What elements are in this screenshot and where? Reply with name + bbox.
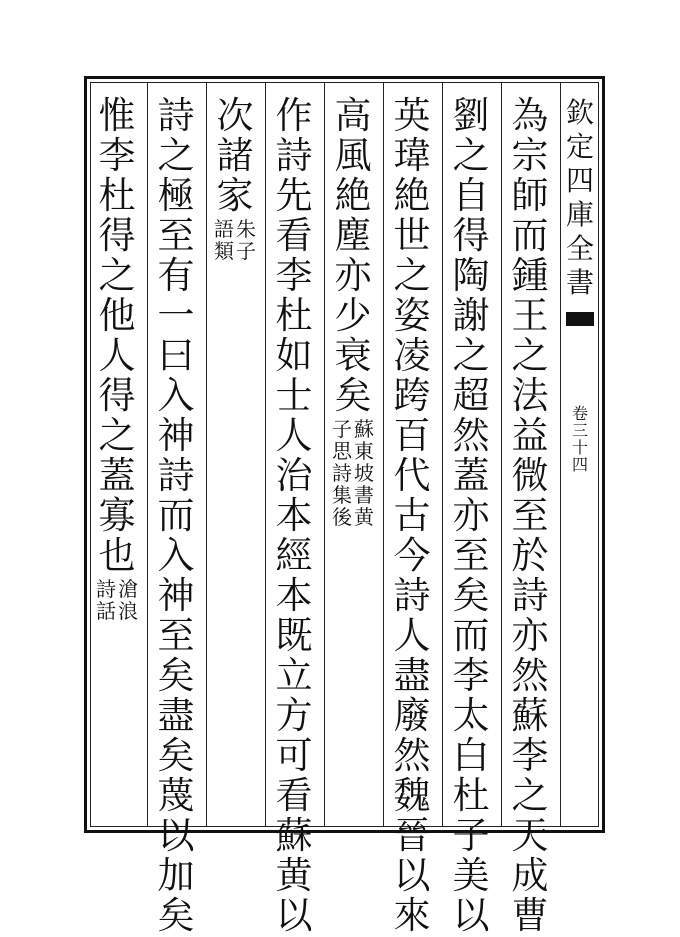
text-char: 李 (98, 134, 136, 177)
text-char: 蘇 (275, 814, 313, 857)
text-char: 天 (511, 814, 549, 857)
text-char: 家 (216, 174, 254, 217)
text-char: 作 (275, 94, 313, 137)
margin-char: 書 (566, 266, 595, 299)
text-char: 而 (452, 614, 490, 657)
source-annotation (96, 578, 138, 622)
margin-char: 四 (571, 455, 588, 474)
text-char: 古 (393, 494, 431, 537)
annotation-line: 詩 話 (96, 577, 116, 623)
text-char: 少 (334, 294, 372, 337)
margin-char: 十 (571, 438, 588, 457)
margin-char: 庫 (566, 198, 595, 231)
text-char: 之 (452, 334, 490, 377)
text-char: 人 (275, 414, 313, 457)
text-char: 白 (452, 734, 490, 777)
margin-char: 四 (566, 164, 595, 197)
text-char: 超 (452, 374, 490, 417)
text-char: 亦 (511, 614, 549, 657)
text-char: 李 (452, 654, 490, 697)
text-char: 寡 (98, 494, 136, 537)
text-char: 得 (452, 214, 490, 257)
margin-char: 三 (571, 421, 588, 440)
text-char: 宗 (511, 134, 549, 177)
text-char: 先 (275, 174, 313, 217)
text-char: 杜 (275, 294, 313, 337)
text-char: 絶 (393, 174, 431, 217)
text-char: 李 (275, 254, 313, 297)
text-char: 之 (393, 254, 431, 297)
text-char: 之 (98, 414, 136, 457)
text-char: 既 (275, 614, 313, 657)
text-char: 以 (157, 814, 195, 857)
text-char: 至 (511, 494, 549, 537)
text-char: 今 (393, 534, 431, 577)
text-char: 入 (157, 534, 195, 577)
margin-char: 欽 (566, 96, 595, 129)
text-column (327, 96, 379, 528)
text-char: 詩 (511, 574, 549, 617)
text-char: 一 (157, 294, 195, 337)
text-char: 亦 (334, 254, 372, 297)
text-char: 詩 (275, 134, 313, 177)
text-char: 絶 (334, 174, 372, 217)
text-char: 太 (452, 694, 490, 737)
text-char: 成 (511, 854, 549, 897)
text-char: 劉 (452, 94, 490, 137)
text-char: 詩 (393, 574, 431, 617)
text-char: 蓋 (98, 454, 136, 497)
juan-number (569, 405, 591, 473)
column-rule (442, 82, 443, 827)
text-char: 他 (98, 294, 136, 337)
margin-char: 定 (566, 130, 595, 163)
text-char: 益 (511, 414, 549, 457)
text-char: 師 (511, 174, 549, 217)
text-char: 來 (393, 894, 431, 937)
text-char: 百 (393, 414, 431, 457)
text-char: 陶 (452, 254, 490, 297)
column-rule (147, 82, 148, 827)
text-char: 姿 (393, 294, 431, 337)
text-char: 子 (452, 814, 490, 857)
text-char: 以 (393, 854, 431, 897)
text-column (445, 96, 497, 936)
source-annotation (332, 418, 374, 528)
text-char: 本 (275, 574, 313, 617)
annotation-line: 蘇 東 坡 書 黄 (354, 417, 374, 529)
text-char: 衰 (334, 334, 372, 377)
text-char: 代 (393, 454, 431, 497)
text-char: 之 (511, 334, 549, 377)
text-char: 方 (275, 694, 313, 737)
text-char: 之 (511, 774, 549, 817)
text-char: 得 (98, 374, 136, 417)
text-char: 英 (393, 94, 431, 137)
text-char: 謝 (452, 294, 490, 337)
text-char: 高 (334, 94, 372, 137)
text-char: 有 (157, 254, 195, 297)
text-char: 人 (98, 334, 136, 377)
text-char: 然 (393, 734, 431, 777)
text-char: 惟 (98, 94, 136, 137)
text-char: 得 (98, 214, 136, 257)
text-char: 廢 (393, 694, 431, 737)
text-char: 李 (511, 734, 549, 777)
text-char: 諸 (216, 134, 254, 177)
column-rule (265, 82, 266, 827)
text-char: 之 (157, 134, 195, 177)
text-char: 然 (511, 654, 549, 697)
text-char: 凌 (393, 334, 431, 377)
text-char: 神 (157, 574, 195, 617)
text-char: 看 (275, 214, 313, 257)
text-char: 矣 (157, 654, 195, 697)
column-rule (501, 82, 502, 827)
text-char: 法 (511, 374, 549, 417)
text-char: 杜 (452, 774, 490, 817)
text-char: 塵 (334, 214, 372, 257)
text-char: 矣 (157, 734, 195, 777)
text-char: 鍾 (511, 254, 549, 297)
text-char: 微 (511, 454, 549, 497)
text-char: 詩 (157, 94, 195, 137)
text-char: 之 (452, 134, 490, 177)
text-char: 至 (157, 614, 195, 657)
text-char: 於 (511, 534, 549, 577)
text-char: 蓋 (452, 454, 490, 497)
column-rule (383, 82, 384, 827)
text-char: 以 (275, 894, 313, 937)
text-char: 亦 (452, 494, 490, 537)
margin-char: 卷 (571, 404, 588, 423)
text-char: 以 (452, 894, 490, 937)
text-char: 瑋 (393, 134, 431, 177)
text-char: 曹 (511, 894, 549, 937)
text-char: 士 (275, 374, 313, 417)
margin-char: 全 (566, 232, 595, 265)
text-char: 蔑 (157, 774, 195, 817)
annotation-line: 朱 子 (236, 217, 256, 263)
text-char: 至 (452, 534, 490, 577)
text-char: 盡 (157, 694, 195, 737)
text-char: 而 (157, 494, 195, 537)
text-char: 晉 (393, 814, 431, 857)
text-char: 黄 (275, 854, 313, 897)
text-column (91, 96, 143, 622)
text-char: 美 (452, 854, 490, 897)
text-char: 也 (98, 534, 136, 577)
text-char: 人 (393, 614, 431, 657)
text-char: 為 (511, 94, 549, 137)
text-column (386, 96, 438, 936)
text-char: 次 (216, 94, 254, 137)
column-rule (206, 82, 207, 827)
text-char: 風 (334, 134, 372, 177)
text-char: 王 (511, 294, 549, 337)
text-char: 可 (275, 734, 313, 777)
text-column (268, 96, 320, 936)
text-char: 立 (275, 654, 313, 697)
text-column (150, 96, 202, 936)
fish-tail-mark (566, 312, 594, 326)
text-char: 入 (157, 374, 195, 417)
text-char: 之 (98, 254, 136, 297)
text-column (209, 96, 261, 262)
text-char: 治 (275, 454, 313, 497)
annotation-line: 語 類 (214, 217, 234, 263)
text-char: 跨 (393, 374, 431, 417)
annotation-line: 滄 浪 (118, 577, 138, 623)
text-char: 加 (157, 854, 195, 897)
text-char: 而 (511, 214, 549, 257)
text-char: 蘇 (511, 694, 549, 737)
text-char: 矣 (157, 894, 195, 937)
text-char: 極 (157, 174, 195, 217)
text-char: 詩 (157, 454, 195, 497)
text-char: 魏 (393, 774, 431, 817)
text-column (504, 96, 556, 936)
text-char: 神 (157, 414, 195, 457)
text-char: 杜 (98, 174, 136, 217)
text-char: 矣 (452, 574, 490, 617)
text-char: 然 (452, 414, 490, 457)
text-char: 自 (452, 174, 490, 217)
text-char: 世 (393, 214, 431, 257)
text-char: 至 (157, 214, 195, 257)
text-char: 本 (275, 494, 313, 537)
source-annotation (214, 218, 256, 262)
text-char: 經 (275, 534, 313, 577)
annotation-line: 子 思 詩 集 後 (332, 417, 352, 529)
text-char: 如 (275, 334, 313, 377)
text-char: 矣 (334, 374, 372, 417)
book-title (566, 96, 594, 300)
text-char: 曰 (157, 334, 195, 377)
text-char: 盡 (393, 654, 431, 697)
column-rule (324, 82, 325, 827)
text-char: 看 (275, 774, 313, 817)
